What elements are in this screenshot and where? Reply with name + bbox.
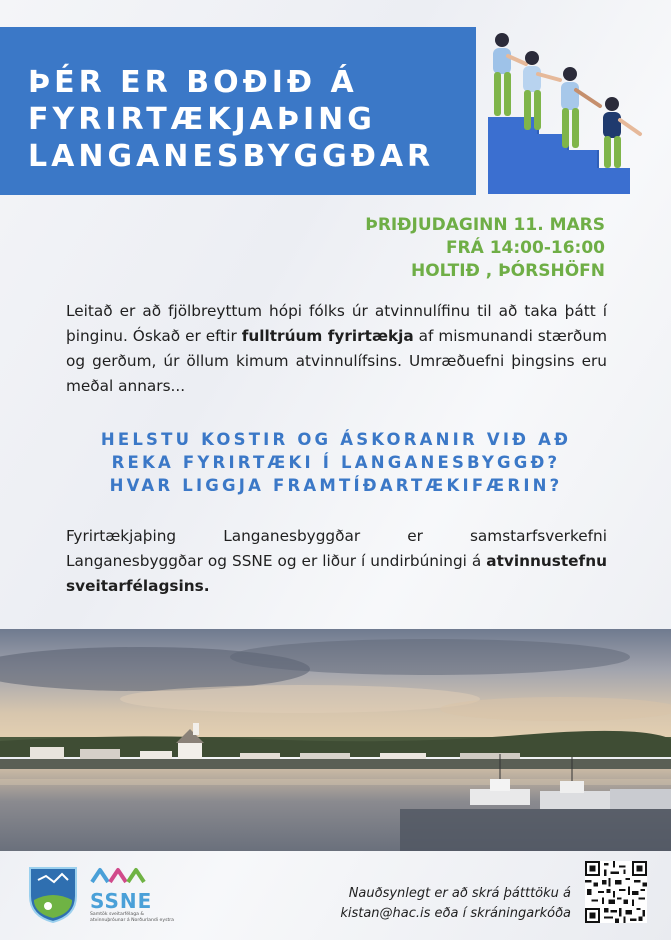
question-line: REKA FYRIRTÆKI Í LANGANESBYGGÐ? [111,453,561,472]
people-climbing-stairs-illustration [480,22,665,194]
title-line: LANGANESBYGGÐAR [28,139,435,174]
title-line: ÞÉR ER BOÐIÐ Á [28,65,358,100]
registration-line: Nauðsynlegt er að skrá þátttöku á [348,886,571,901]
ssne-name: SSNE [90,889,153,913]
registration-line[interactable]: kistan@hac.is eða í skráningarkóða [340,906,571,921]
key-questions [60,428,612,497]
invitation-title [28,64,488,175]
langanesbyggd-shield-logo [28,866,78,924]
registration-note [340,884,571,924]
about-emphasis: atvinnustefnu sveitarfélagsins. [66,552,607,595]
about-paragraph [66,524,607,599]
qr-code[interactable] [585,861,647,923]
about-text: Fyrirtækjaþing Langanesbyggðar er samstarfsverkefni Langanesbyggðar og SSNE og er liður í undirbúningi á [66,527,607,570]
ssne-subtitle: Samtök sveitarfélaga & atvinnuþróunar á Norðurlandi eystra [90,912,174,923]
event-time: FRÁ 14:00-16:00 [445,238,605,258]
event-info [365,214,605,283]
question-line: HVAR LIGGJA FRAMTÍÐARTÆKIFÆRIN? [109,476,563,495]
question-line: HELSTU KOSTIR OG ÁSKORANIR VIÐ AÐ [100,430,572,449]
intro-text: Leitað er að fjölbreyttum hópi fólks úr atvinnulífinu til að taka þátt í þinginu. Óskað er eftir [66,302,607,345]
event-location: HOLTIÐ , ÞÓRSHÖFN [410,261,605,281]
intro-paragraph [66,299,607,399]
event-date: ÞRIÐJUDAGINN 11. MARS [365,215,605,235]
title-line: FYRIRTÆKJAÞING [28,102,376,137]
intro-text-end: af mismunandi stærðum og gerðum, úr öllum kimum atvinnulífsins. Umræðuefni þingsins eru meðal annars... [66,327,607,395]
intro-emphasis: fulltrúum fyrirtækja [241,327,414,345]
harbour-photo [0,629,671,851]
